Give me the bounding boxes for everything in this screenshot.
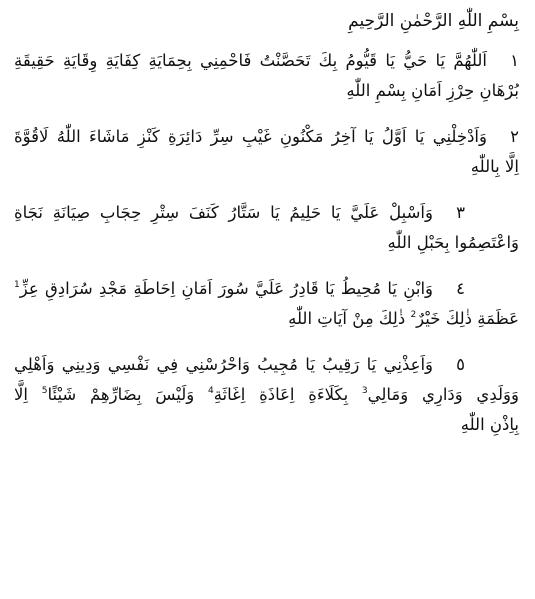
- paragraph-line: [14, 76, 519, 106]
- paragraph-number: ٣: [456, 203, 465, 222]
- paragraph-line: [14, 304, 519, 334]
- line-text: وَابْنِ يَا مُحِيطُ يَا قَادِرُ عَلَيَّ سُورَ اَمَانِ اِحَاطَةِ مَجْدِ سُرَادِقِ عِزِّ: [19, 279, 433, 298]
- line-text: وَلَيْسَ بِضَارِّهِمْ شَيْئًا: [47, 385, 208, 404]
- line-text: اَللّٰهُمَّ يَا حَيُّ يَا قَيُّومُ بِكَ تَحَصَّنْتُ فَاحْمِنِي بِحِمَايَةِ كِفَايَةِ وِقَايَةِ حَقِيقَةِ: [14, 51, 487, 70]
- paragraph-number: ١: [510, 51, 519, 70]
- line-text: وَاَدْخِلْنِي يَا اَوَّلُ يَا آخِرُ مَكْنُونِ غَيْبِ سِرِّ دَائِرَةِ كَنْزِ مَاشَاءَ اللّٰهُ لَاقُوَّةَ: [14, 127, 487, 146]
- paragraph-line: [14, 152, 519, 182]
- paragraph-number: ٥: [456, 355, 465, 374]
- line-text: عَظَمَةِ ذٰلِكَ خَيْرٌ: [416, 309, 519, 328]
- paragraph-line: [14, 410, 519, 440]
- paragraph-number: ٢: [510, 127, 519, 146]
- line-text: اِلَّا بِاللّٰهِ: [470, 157, 519, 176]
- paragraph-3: [14, 198, 519, 258]
- footnote-marker[interactable]: 1: [14, 280, 20, 290]
- paragraph-number: ٤: [456, 279, 465, 298]
- paragraph-2: [14, 122, 519, 182]
- paragraph-line: [14, 274, 519, 304]
- line-text: وَاَعِذْنِي يَا رَقِيبُ يَا مُجِيبُ وَاحْرُسْنِي فِي نَفْسِي وَدِينِي وَاَهْلِي: [14, 355, 433, 374]
- paragraph-1: [14, 46, 519, 106]
- paragraph-line: [14, 122, 519, 152]
- paragraph-line: [14, 198, 519, 228]
- paragraph-5: [14, 350, 519, 440]
- line-text: وَاعْتَصِمُوا بِحَبْلِ اللّٰهِ: [387, 233, 519, 252]
- paragraph-4: [14, 274, 519, 334]
- paragraph-line: [14, 380, 519, 410]
- line-text: ذٰلِكَ مِنْ آيَاتِ اللّٰهِ: [288, 309, 411, 328]
- paragraph-line: [14, 228, 519, 258]
- paragraph-line: [14, 350, 519, 380]
- line-text: وَاَسْبِلْ عَلَيَّ يَا حَلِيمُ يَا سَتَّارُ كَنَفَ سِتْرِ حِجَابِ صِيَانَةِ نَجَاةِ: [14, 203, 433, 222]
- footnote-marker[interactable]: 5: [41, 386, 48, 396]
- basmala-heading: بِسْمِ اللّٰهِ الرَّحْمٰنِ الرَّحِيمِ: [348, 11, 519, 31]
- footnote-marker[interactable]: 3: [361, 386, 368, 396]
- footnote-marker[interactable]: 2: [410, 310, 417, 320]
- line-text: اِلَّا: [14, 385, 42, 404]
- line-text: وَوَلَدِي وَدَارِي وَمَالِي: [367, 385, 519, 404]
- paragraph-line: [14, 46, 519, 76]
- line-text: بِكَلَاءَةِ اِعَاذَةِ اِغَاثَةِ: [213, 385, 362, 404]
- footnote-marker[interactable]: 4: [207, 386, 214, 396]
- line-text: بُرْهَانِ حِرْزِ اَمَانِ بِسْمِ اللّٰهِ: [346, 81, 519, 100]
- line-text: بِاِذْنِ اللّٰهِ: [460, 415, 519, 434]
